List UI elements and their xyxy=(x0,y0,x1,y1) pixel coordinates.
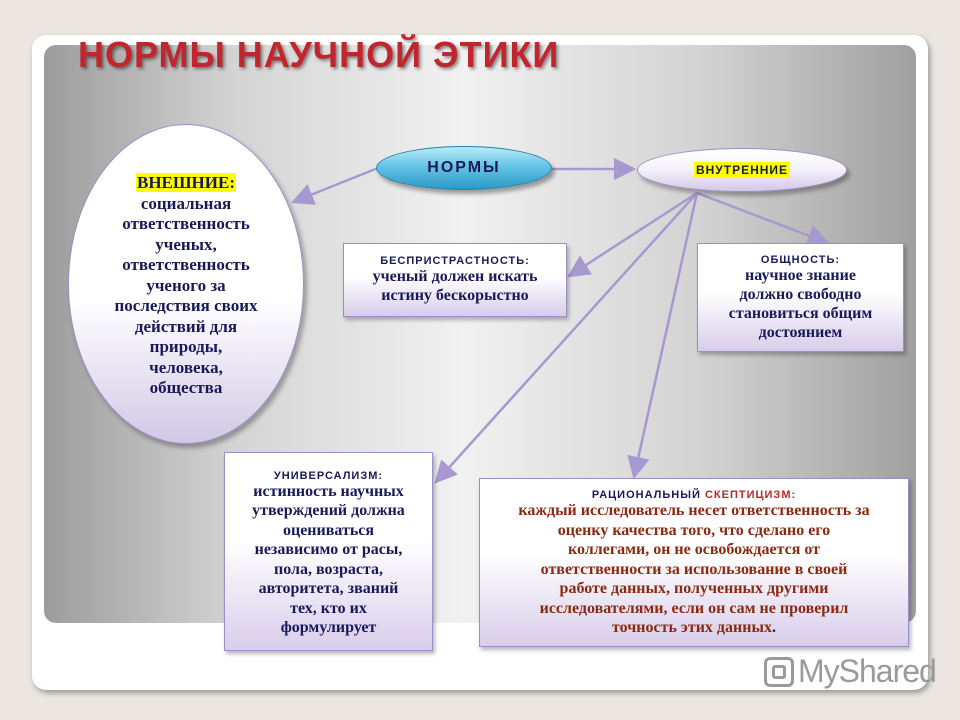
skepticism-last-punct: . xyxy=(771,619,776,637)
arrow-norms-to-external xyxy=(293,168,378,202)
community-line: достоянием xyxy=(758,323,843,341)
skepticism-last-line xyxy=(612,618,776,638)
skepticism-line: коллегами, он не освобождается от xyxy=(567,541,821,559)
external-norms-line: ученых, xyxy=(155,234,217,254)
external-norms-label: ВНЕШНИЕ: xyxy=(136,173,235,193)
impartiality-line: истину бескорыстно xyxy=(381,287,529,304)
skepticism-line: работе данных, полученных другими xyxy=(559,580,829,598)
skepticism-heading-part1: РАЦИОНАЛЬНЫЙ xyxy=(591,489,701,502)
external-norms-line: человека, xyxy=(149,357,223,377)
community-box xyxy=(697,243,904,352)
arrow-internal-to-universalism xyxy=(436,193,697,482)
universalism-box xyxy=(224,452,433,651)
external-norms-line: последствия своих xyxy=(114,296,258,316)
external-norms-line: ответственность xyxy=(122,255,250,275)
external-norms-line: общества xyxy=(149,378,223,398)
universalism-heading: УНИВЕРСАЛИЗМ: xyxy=(273,469,384,482)
arrow-internal-to-skepticism xyxy=(634,193,697,477)
skepticism-line: каждый исследователь несет ответственность за xyxy=(518,502,870,520)
skepticism-box xyxy=(479,478,909,647)
universalism-line: пола, возраста, xyxy=(274,560,383,578)
impartiality-line: ученый должен искать xyxy=(372,268,538,285)
universalism-line: формулирует xyxy=(280,619,377,636)
skepticism-heading-part2: СКЕПТИЦИЗМ: xyxy=(704,489,797,502)
universalism-line: истинность научных xyxy=(253,482,404,500)
skepticism-line: исследователями, если он сам не проверил xyxy=(539,599,849,617)
watermark xyxy=(764,653,936,690)
external-norms-line: ученого за xyxy=(146,275,226,295)
watermark-text: MyShared xyxy=(798,653,936,689)
community-heading: ОБЩНОСТЬ: xyxy=(760,253,841,266)
internal-norms-node xyxy=(637,148,847,192)
impartiality-box xyxy=(343,243,567,317)
universalism-line: авторитета, званий xyxy=(258,580,399,597)
external-norms-line: ответственность xyxy=(122,214,250,234)
impartiality-heading: БЕСПРИСТРАСТНОСТЬ: xyxy=(380,255,530,267)
community-line: становиться общим xyxy=(728,304,873,322)
community-line: должно свободно xyxy=(739,285,862,303)
external-norms-line: действий для xyxy=(134,316,238,336)
external-norms-oval xyxy=(68,124,304,444)
universalism-line: независимо от расы, xyxy=(254,541,403,558)
norms-node: НОРМЫ xyxy=(376,146,552,190)
slide-title: НОРМЫ НАУЧНОЙ ЭТИКИ xyxy=(78,34,560,75)
internal-norms-label: ВНУТРЕННИЕ xyxy=(695,163,789,177)
skepticism-line: оценку качества того, что сделано его xyxy=(557,521,831,539)
external-norms-line: социальная xyxy=(140,193,232,213)
myshared-logo-icon xyxy=(764,657,794,687)
universalism-line: тех, кто их xyxy=(290,599,367,617)
external-norms-line: природы, xyxy=(149,337,223,357)
universalism-line: оцениваться xyxy=(282,521,375,539)
skepticism-heading xyxy=(592,489,796,501)
skepticism-line: ответственности за использование в своей xyxy=(540,560,848,578)
community-line: научное знание xyxy=(745,266,856,284)
arrow-internal-to-community xyxy=(697,193,828,243)
skepticism-last-text: точность этих данных xyxy=(612,619,772,637)
universalism-line: утверждений должна xyxy=(252,502,405,519)
